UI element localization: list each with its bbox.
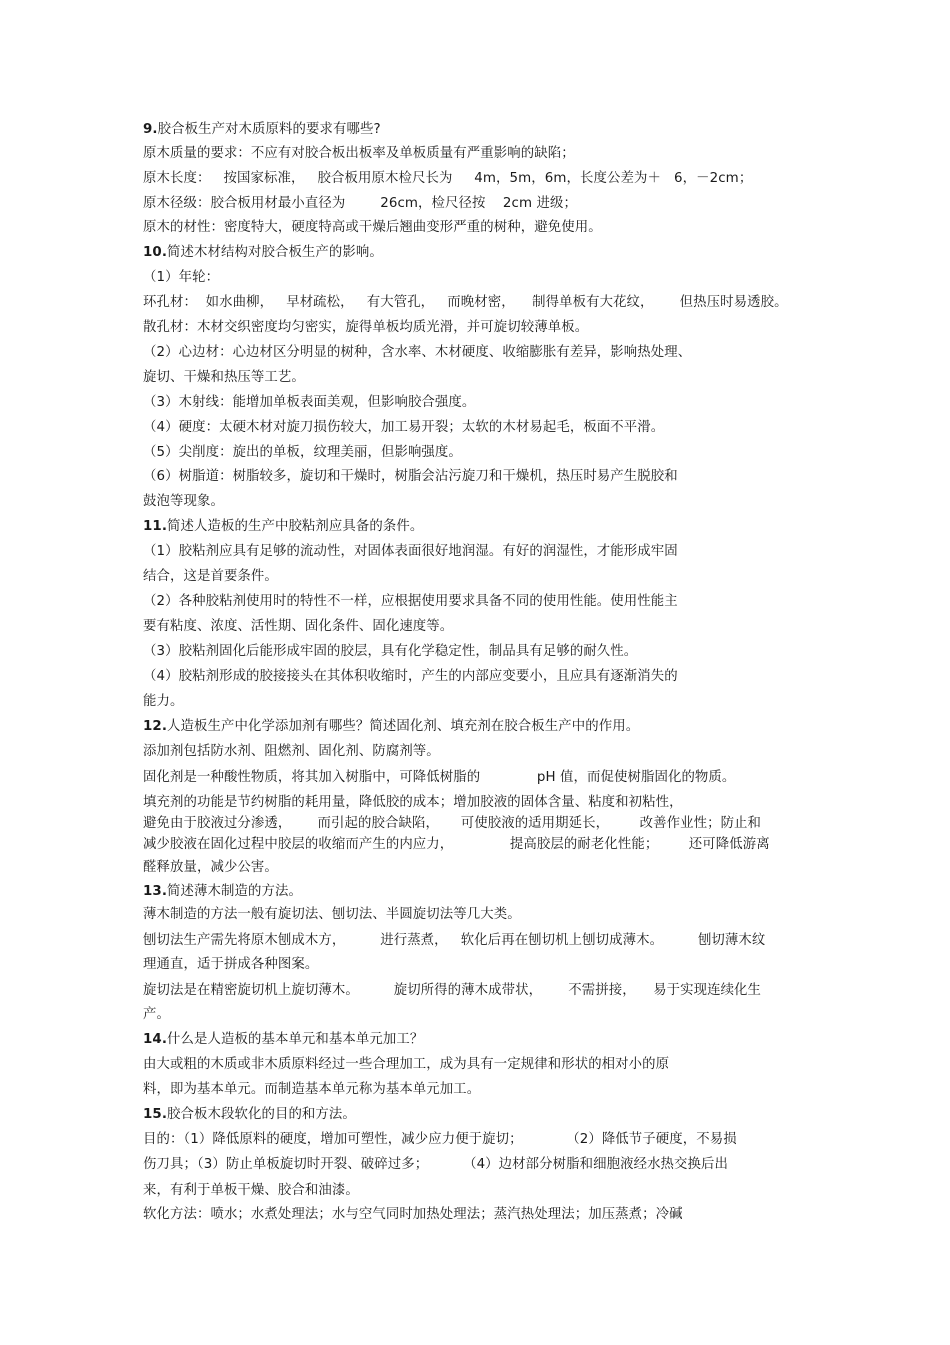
question-text: 什么是人造板的基本单元和基本单元加工？ <box>167 1032 424 1047</box>
text-line: 软化方法：喷水；水煮处理法；水与空气同时加热处理法；蒸汽热处理法；加压蒸煮；冷碱 <box>143 1207 683 1222</box>
text-line: 由大或粗的木质或非木质原料经过一些合理加工，成为具有一定规律和形状的相对小的原 <box>143 1057 670 1072</box>
question-text: 胶合板生产对木质原料的要求有哪些? <box>157 122 381 137</box>
question-number: 9. <box>143 122 158 137</box>
text-line: 环孔材： 如水曲柳， 早材疏松， 有大管孔， 而晚材密， 制得单板有大花纹， 但热压时易透胶。 <box>143 295 788 310</box>
text-line: 结合，这是首要条件。 <box>143 569 278 584</box>
question-heading <box>143 1031 423 1049</box>
text-line: 填充剂的功能是节约树脂的耗用量，降低胶的成本；增加胶液的固体含量、粘度和初粘性， <box>143 795 683 810</box>
text-line: 要有粘度、浓度、活性期、固化条件、固化速度等。 <box>143 619 454 634</box>
text-line: 鼓泡等现象。 <box>143 494 224 509</box>
text-line: 能力。 <box>143 694 184 709</box>
text-line: 散孔材：木材交织密度均匀密实，旋得单板均质光滑，并可旋切较薄单板。 <box>143 320 589 335</box>
text-line: 产。 <box>143 1007 170 1022</box>
text-line: 旋切法是在精密旋切机上旋切薄木。 旋切所得的薄木成带状， 不需拼接， 易于实现连续化生 <box>143 983 762 998</box>
text-line: 减少胶液在固化过程中胶层的收缩而产生的内应力， 提高胶层的耐老化性能； 还可降低游离 <box>143 837 770 852</box>
text-line: 料，即为基本单元。而制造基本单元称为基本单元加工。 <box>143 1082 481 1097</box>
text-line: 避免由于胶液过分渗透， 而引起的胶合缺陷， 可使胶液的适用期延长， 改善作业性；防止和 <box>143 816 762 831</box>
text-line: （3）木射线：能增加单板表面美观，但影响胶合强度。 <box>143 395 476 410</box>
text-line: 伤刀具；（3）防止单板旋切时开裂、破碎过多； （4）边材部分树脂和细胞液经水热交换后出 <box>143 1157 729 1172</box>
text-line: 添加剂包括防水剂、阻燃剂、固化剂、防腐剂等。 <box>143 744 440 759</box>
text-line: （2）心边材：心边材区分明显的树种，含水率、木材硬度、收缩膨胀有差异，影响热处理、 <box>143 345 692 360</box>
text-line: 理通直，适于拼成各种图案。 <box>143 957 319 972</box>
text-line: 原木质量的要求：不应有对胶合板出板率及单板质量有严重影响的缺陷； <box>143 146 575 161</box>
text-line: （1）胶粘剂应具有足够的流动性，对固体表面很好地润湿。有好的润湿性，才能形成牢固 <box>143 544 678 559</box>
question-number: 15. <box>143 1107 168 1122</box>
text-line: 原木长度： 按国家标准， 胶合板用原木检尺长为 4m，5m，6m，长度公差为＋ 6，－2cm； <box>143 171 753 186</box>
question-text: 简述人造板的生产中胶粘剂应具备的条件。 <box>167 519 424 534</box>
question-number: 10. <box>143 245 168 260</box>
text-line: 原木的材性：密度特大，硬度特高或干燥后翘曲变形严重的树种，避免使用。 <box>143 220 602 235</box>
text-line: （3）胶粘剂固化后能形成牢固的胶层，具有化学稳定性，制品具有足够的耐久性。 <box>143 644 638 659</box>
text-line: 旋切、干燥和热压等工艺。 <box>143 370 305 385</box>
question-number: 14. <box>143 1032 168 1047</box>
question-number: 12. <box>143 719 168 734</box>
text-line: （2）各种胶粘剂使用时的特性不一样，应根据使用要求具备不同的使用性能。使用性能主 <box>143 594 678 609</box>
question-text: 人造板生产中化学添加剂有哪些？简述固化剂、填充剂在胶合板生产中的作用。 <box>167 719 640 734</box>
text-line: 原木径级：胶合板用材最小直径为 26cm，检尺径按 2cm 进级； <box>143 196 577 211</box>
text-line: 固化剂是一种酸性物质，将其加入树脂中，可降低树脂的 pH 值，而促使树脂固化的物质。 <box>143 770 736 785</box>
text-line: （4）胶粘剂形成的胶接接头在其体积收缩时，产生的内部应变要小，且应具有逐渐消失的 <box>143 669 678 684</box>
text-line: （4）硬度：太硬木材对旋刀损伤较大，加工易开裂；太软的木材易起毛，板面不平滑。 <box>143 420 665 435</box>
question-number: 11. <box>143 519 168 534</box>
text-line: 刨切法生产需先将原木刨成木方， 进行蒸煮， 软化后再在刨切机上刨切成薄木。 刨切薄木纹 <box>143 933 766 948</box>
question-heading <box>143 883 302 901</box>
question-text: 简述薄木制造的方法。 <box>167 884 302 899</box>
question-heading <box>143 518 423 536</box>
question-number: 13. <box>143 884 168 899</box>
question-heading <box>143 718 639 736</box>
question-heading <box>143 244 383 262</box>
question-heading <box>143 121 381 139</box>
question-text: 胶合板木段软化的目的和方法。 <box>167 1107 356 1122</box>
text-line: （1）年轮： <box>143 270 220 285</box>
text-line: （5）尖削度：旋出的单板，纹理美丽，但影响强度。 <box>143 445 462 460</box>
text-line: （6）树脂道：树脂较多，旋切和干燥时，树脂会沾污旋刀和干燥机，热压时易产生脱胶和 <box>143 469 678 484</box>
text-line: 薄木制造的方法一般有旋切法、刨切法、半圆旋切法等几大类。 <box>143 907 521 922</box>
question-heading <box>143 1106 356 1124</box>
text-line: 目的：（1）降低原料的硬度，增加可塑性，减少应力便于旋切； （2）降低节子硬度，不易损 <box>143 1132 737 1147</box>
text-line: 来，有利于单板干燥、胶合和油漆。 <box>143 1183 359 1198</box>
question-text: 简述木材结构对胶合板生产的影响。 <box>167 245 383 260</box>
text-line: 醛释放量，减少公害。 <box>143 860 278 875</box>
